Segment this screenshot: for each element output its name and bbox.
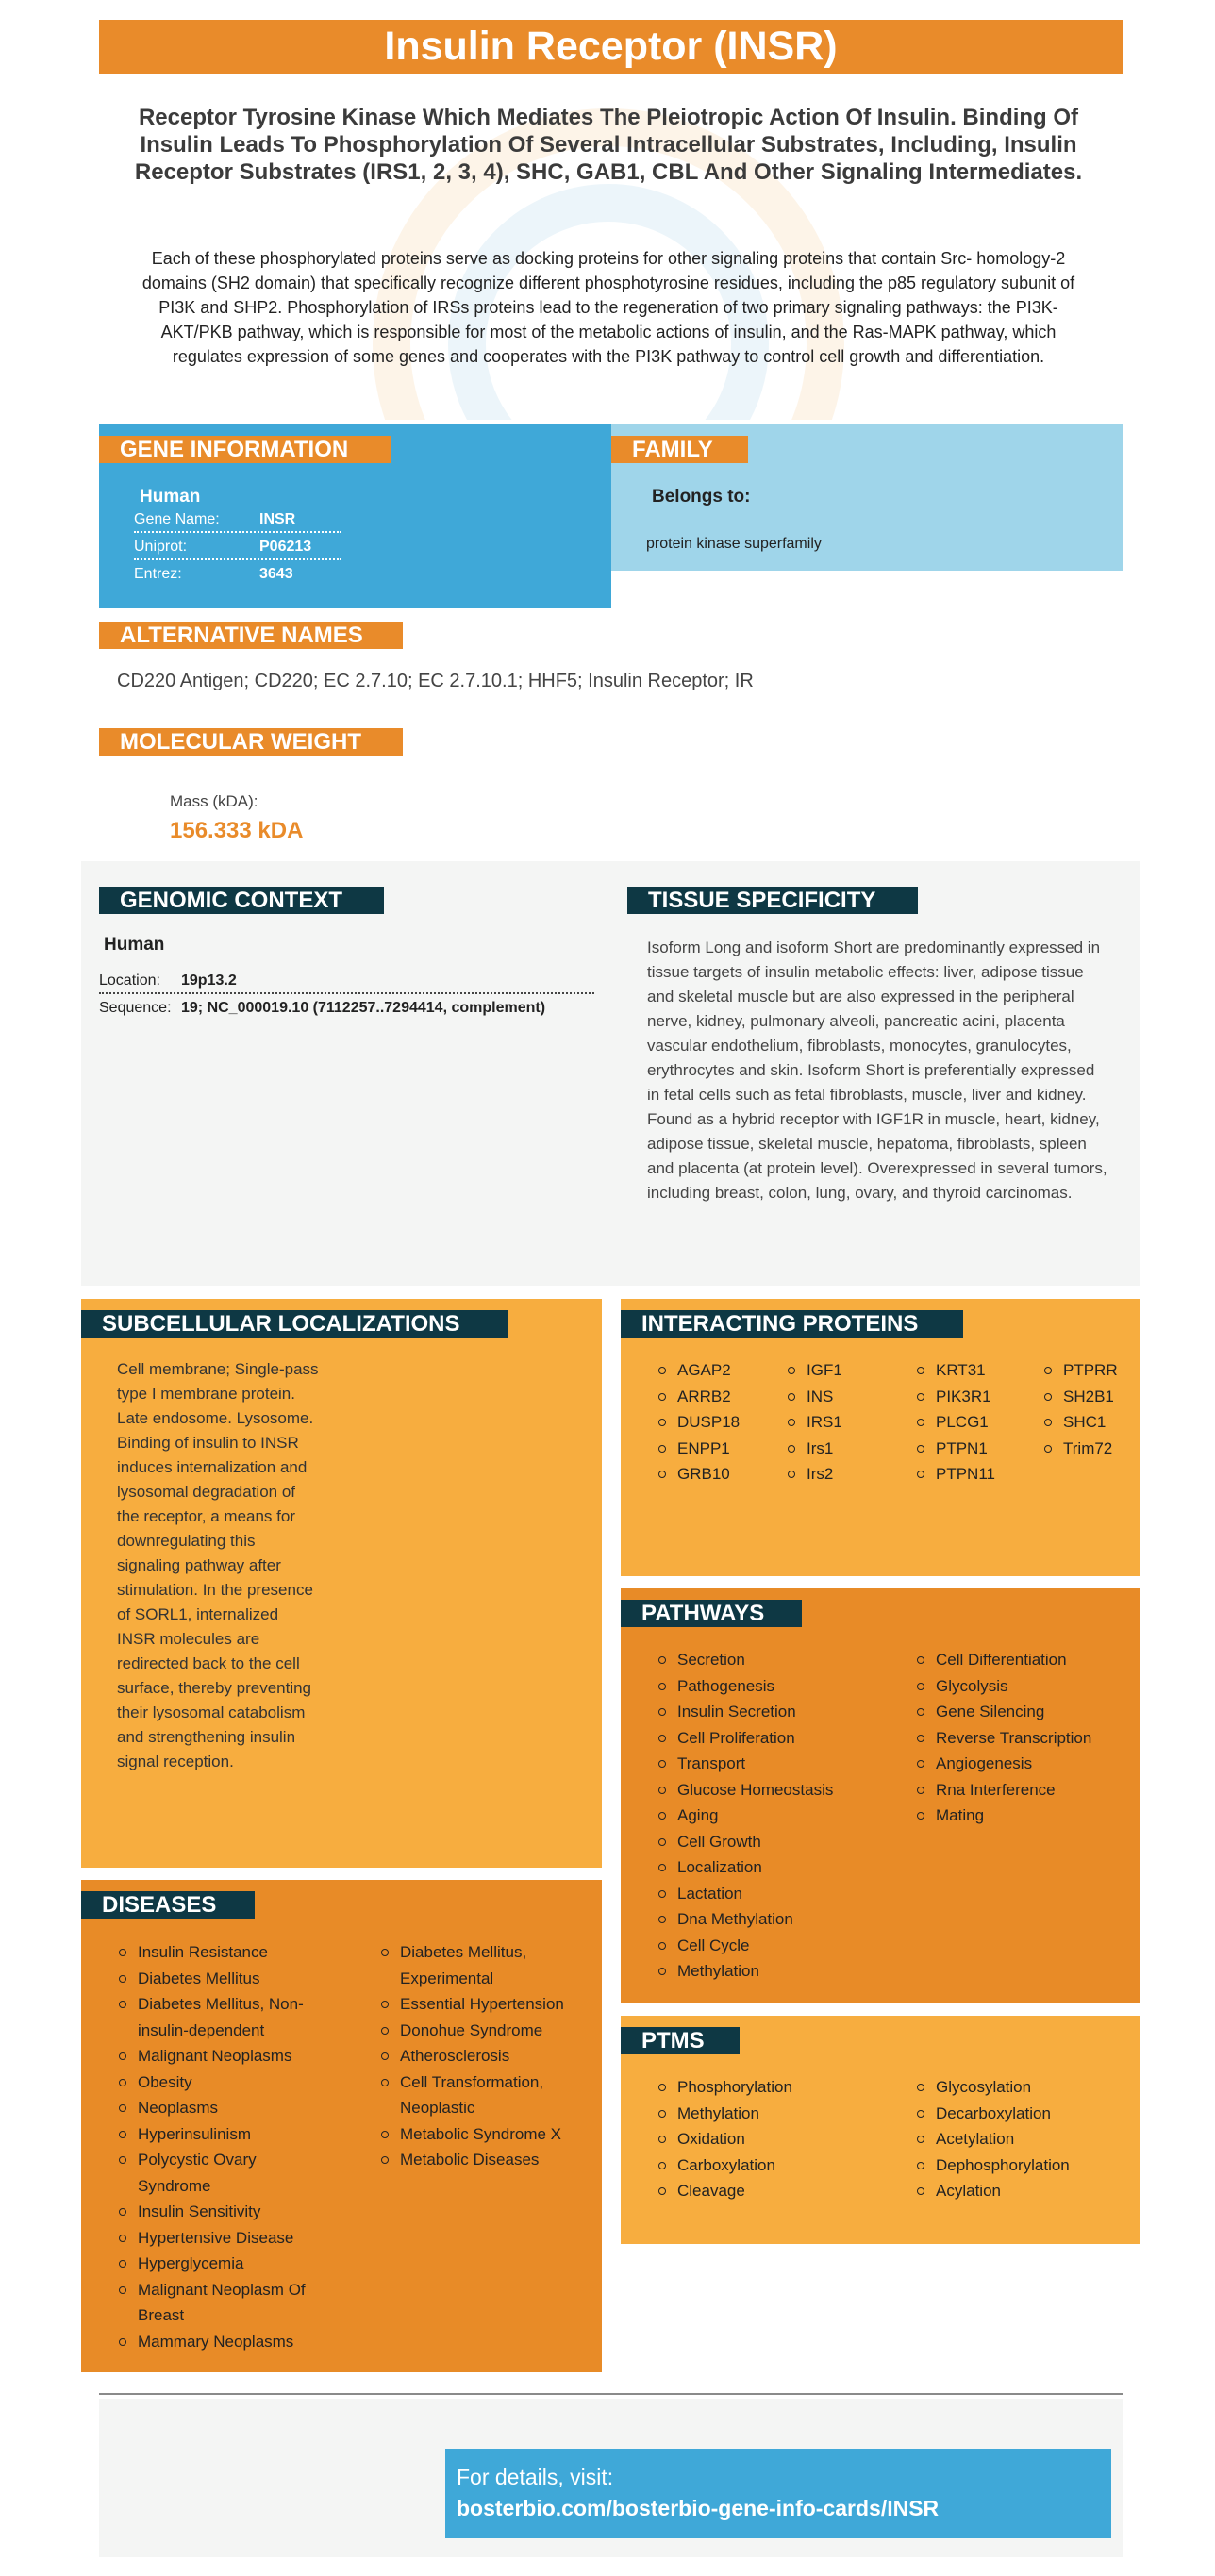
ptms-list-col-1 bbox=[657, 2074, 902, 2204]
mass-label: Mass (kDA): bbox=[170, 792, 258, 810]
entrez-key: Entrez: bbox=[134, 566, 182, 582]
protein-item: Trim72 bbox=[1042, 1436, 1140, 1462]
protein-item: ENPP1 bbox=[657, 1436, 779, 1462]
diseases-list-col-1 bbox=[117, 1939, 329, 2354]
protein-item: IGF1 bbox=[786, 1357, 908, 1384]
protein-item: GRB10 bbox=[657, 1461, 779, 1487]
molecular-weight-label: MOLECULAR WEIGHT bbox=[99, 728, 403, 756]
family-label: FAMILY bbox=[611, 436, 748, 463]
subtitle: Receptor Tyrosine Kinase Which Mediates The Pleiotropic Action Of Insulin. Binding Of Insulin Leads To Phosphorylation Of Several Intracellular Substrates, Including, Insulin Receptor Substrates (IRS1, 2, 3, 4), SHC, GAB1, CBL And Other Signaling Intermediates. bbox=[134, 105, 1083, 185]
protein-item: DUSP18 bbox=[657, 1409, 779, 1436]
entrez-value: 3643 bbox=[259, 566, 293, 582]
tissue-specificity-text: Isoform Long and isoform Short are predominantly expressed in tissue targets of insulin metabolic effects: liver, adipose tissue and skeletal muscle but are also expressed in the peripheral nerve, kidney, pulmonary alveoli, pancreatic acini, placenta vascular endothelium, fibroblasts, monocytes, granulocytes, erythrocytes and skin. Isoform Short is preferentially expressed in fetal cells such as fetal fibroblasts, muscle, liver and kidney. Found as a hybrid receptor with IGF1R in muscle, heart, kidney, adipose tissue, skeletal muscle, hepatoma, fibroblasts, spleen and placenta (at protein level). Overexpressed in several tumors, including breast, colon, lung, ovary, and thyroid carcinomas. bbox=[647, 939, 1107, 1202]
pathway-item: Cell Differentiation bbox=[915, 1647, 1137, 1673]
disease-item: Insulin Sensitivity bbox=[117, 2199, 329, 2225]
pathway-item: Dna Methylation bbox=[657, 1906, 902, 1933]
uniprot-key: Uniprot: bbox=[134, 539, 188, 555]
disease-item: Diabetes Mellitus, Non-insulin-dependent bbox=[117, 1991, 329, 2043]
pathway-item: Cell Cycle bbox=[657, 1933, 902, 1959]
pathways-list-col-1 bbox=[657, 1647, 902, 1985]
disease-item: Donohue Syndrome bbox=[379, 2018, 591, 2044]
ptm-item: Phosphorylation bbox=[657, 2074, 902, 2101]
pathway-item: Transport bbox=[657, 1751, 902, 1777]
diseases-list-col-2 bbox=[379, 1939, 591, 2173]
sequence-value: 19; NC_000019.10 (7112257..7294414, complement) bbox=[181, 1000, 546, 1016]
genomic-species: Human bbox=[104, 935, 165, 955]
disease-item: Hyperglycemia bbox=[117, 2251, 329, 2277]
ptms-list-col-2 bbox=[915, 2074, 1137, 2204]
protein-item: Irs1 bbox=[786, 1436, 908, 1462]
gene-name-value: INSR bbox=[259, 511, 296, 527]
family-value: protein kinase superfamily bbox=[646, 536, 822, 552]
protein-item: SH2B1 bbox=[1042, 1384, 1140, 1410]
subcellular-localizations-panel bbox=[81, 1299, 602, 1868]
protein-item: KRT31 bbox=[915, 1357, 1038, 1384]
disease-item: Cell Transformation, Neoplastic bbox=[379, 2069, 591, 2121]
sequence-key: Sequence: bbox=[99, 1000, 172, 1016]
disease-item: Metabolic Diseases bbox=[379, 2147, 591, 2173]
pathway-item: Secretion bbox=[657, 1647, 902, 1673]
disease-item: Polycystic Ovary Syndrome bbox=[117, 2147, 329, 2199]
tissue-specificity-label: TISSUE SPECIFICITY bbox=[627, 887, 918, 914]
pathway-item: Lactation bbox=[657, 1881, 902, 1907]
interacting-list-col-4 bbox=[1042, 1357, 1140, 1461]
protein-item: INS bbox=[786, 1384, 908, 1410]
protein-item: PIK3R1 bbox=[915, 1384, 1038, 1410]
pathway-item: Glycolysis bbox=[915, 1673, 1137, 1700]
sequence-row bbox=[99, 994, 594, 1022]
diseases-label: DISEASES bbox=[81, 1891, 255, 1919]
gene-name-row bbox=[134, 506, 341, 533]
pathway-item: Rna Interference bbox=[915, 1777, 1137, 1803]
disease-item: Insulin Resistance bbox=[117, 1939, 329, 1966]
pathway-item: Aging bbox=[657, 1803, 902, 1829]
protein-item: PLCG1 bbox=[915, 1409, 1038, 1436]
ptm-item: Glycosylation bbox=[915, 2074, 1137, 2101]
gene-species: Human bbox=[140, 487, 201, 507]
disease-item: Essential Hypertension bbox=[379, 1991, 591, 2018]
family-panel bbox=[611, 424, 1123, 571]
pathway-item: Angiogenesis bbox=[915, 1751, 1137, 1777]
disease-item: Neoplasms bbox=[117, 2095, 329, 2121]
disease-item: Malignant Neoplasms bbox=[117, 2043, 329, 2069]
family-belongs-label: Belongs to: bbox=[652, 487, 751, 507]
subcellular-text: Cell membrane; Single-pass type I membrane protein. Late endosome. Lysosome. Binding of insulin to INSR induces internalization and lysosomal degradation of the receptor, a means for downregulating this signaling pathway after stimulation. In the presence of SORL1, internalized INSR molecules are redirected back to the cell surface, thereby preventing their lysosomal catabolism and strengthening insulin signal reception. bbox=[117, 1360, 319, 1770]
location-key: Location: bbox=[99, 972, 160, 989]
description: Each of these phosphorylated proteins serve as docking proteins for other signaling proteins that contain Src- homology-2 domains (SH2 domain) that specifically recognize different phosphotyrosine residues, including the p85 regulatory subunit of PI3K and SHP2. Phosphorylation of IRSs proteins lead to the regeneration of two primary signaling pathways: the PI3K-AKT/PKB pathway, which is responsible for most of the metabolic actions of insulin, and the Ras-MAPK pathway, which regulates expression of some genes and cooperates with the PI3K pathway to control cell growth and differentiation. bbox=[141, 249, 1075, 366]
location-row bbox=[99, 967, 594, 994]
ptm-item: Methylation bbox=[657, 2101, 902, 2127]
interacting-list-col-3 bbox=[915, 1357, 1038, 1487]
pathway-item: Insulin Secretion bbox=[657, 1699, 902, 1725]
entrez-row bbox=[134, 560, 341, 588]
genomic-context-label: GENOMIC CONTEXT bbox=[99, 887, 384, 914]
pathway-item: Methylation bbox=[657, 1958, 902, 1985]
protein-item: PTPRR bbox=[1042, 1357, 1140, 1384]
location-value: 19p13.2 bbox=[181, 972, 237, 989]
protein-item: ARRB2 bbox=[657, 1384, 779, 1410]
disease-item: Obesity bbox=[117, 2069, 329, 2096]
pathway-item: Reverse Transcription bbox=[915, 1725, 1137, 1752]
disease-item: Metabolic Syndrome X bbox=[379, 2121, 591, 2148]
protein-item: PTPN11 bbox=[915, 1461, 1038, 1487]
gene-name-key: Gene Name: bbox=[134, 511, 220, 527]
diseases-panel bbox=[81, 1880, 602, 2372]
details-label: For details, visit: bbox=[457, 2465, 614, 2489]
pathways-panel bbox=[621, 1588, 1140, 2003]
protein-item: Irs2 bbox=[786, 1461, 908, 1487]
protein-item: AGAP2 bbox=[657, 1357, 779, 1384]
pathway-item: Gene Silencing bbox=[915, 1699, 1137, 1725]
pathways-list-col-2 bbox=[915, 1647, 1137, 1829]
ptms-panel bbox=[621, 2016, 1140, 2244]
disease-item: Diabetes Mellitus bbox=[117, 1966, 329, 1992]
pathway-item: Glucose Homeostasis bbox=[657, 1777, 902, 1803]
alternative-names-label: ALTERNATIVE NAMES bbox=[99, 622, 403, 649]
details-link-box[interactable] bbox=[445, 2449, 1111, 2538]
disease-item: Malignant Neoplasm Of Breast bbox=[117, 2277, 329, 2329]
disease-item: Hyperinsulinism bbox=[117, 2121, 329, 2148]
disease-item: Mammary Neoplasms bbox=[117, 2329, 329, 2355]
gene-information-label: GENE INFORMATION bbox=[99, 436, 391, 463]
disease-item: Atherosclerosis bbox=[379, 2043, 591, 2069]
pathway-item: Pathogenesis bbox=[657, 1673, 902, 1700]
ptm-item: Cleavage bbox=[657, 2178, 902, 2204]
pathway-item: Mating bbox=[915, 1803, 1137, 1829]
protein-item: SHC1 bbox=[1042, 1409, 1140, 1436]
uniprot-row bbox=[134, 533, 341, 560]
ptms-label: PTMS bbox=[621, 2027, 740, 2054]
ptm-item: Acylation bbox=[915, 2178, 1137, 2204]
alternative-names-text: CD220 Antigen; CD220; EC 2.7.10; EC 2.7.10.1; HHF5; Insulin Receptor; IR bbox=[117, 671, 754, 691]
ptm-item: Carboxylation bbox=[657, 2152, 902, 2179]
page-title: Insulin Receptor (INSR) bbox=[99, 20, 1123, 74]
ptm-item: Oxidation bbox=[657, 2126, 902, 2152]
protein-item: IRS1 bbox=[786, 1409, 908, 1436]
subcellular-label: SUBCELLULAR LOCALIZATIONS bbox=[81, 1310, 508, 1338]
ptm-item: Acetylation bbox=[915, 2126, 1137, 2152]
pathway-item: Localization bbox=[657, 1854, 902, 1881]
pathways-label: PATHWAYS bbox=[621, 1600, 802, 1627]
details-url-link[interactable]: bosterbio.com/bosterbio-gene-info-cards/INSR bbox=[457, 2496, 940, 2520]
ptm-item: Decarboxylation bbox=[915, 2101, 1137, 2127]
pathway-item: Cell Proliferation bbox=[657, 1725, 902, 1752]
disease-item: Hypertensive Disease bbox=[117, 2225, 329, 2252]
pathway-item: Cell Growth bbox=[657, 1829, 902, 1855]
disease-item: Diabetes Mellitus, Experimental bbox=[379, 1939, 591, 1991]
interacting-list-col-1 bbox=[657, 1357, 779, 1487]
ptm-item: Dephosphorylation bbox=[915, 2152, 1137, 2179]
interacting-list-col-2 bbox=[786, 1357, 908, 1487]
protein-item: PTPN1 bbox=[915, 1436, 1038, 1462]
footer-divider bbox=[99, 2393, 1123, 2395]
mass-value: 156.333 kDA bbox=[170, 818, 304, 843]
interacting-proteins-label: INTERACTING PROTEINS bbox=[621, 1310, 963, 1338]
uniprot-value: P06213 bbox=[259, 539, 312, 555]
interacting-proteins-panel bbox=[621, 1299, 1140, 1576]
gene-information-panel bbox=[99, 424, 611, 608]
